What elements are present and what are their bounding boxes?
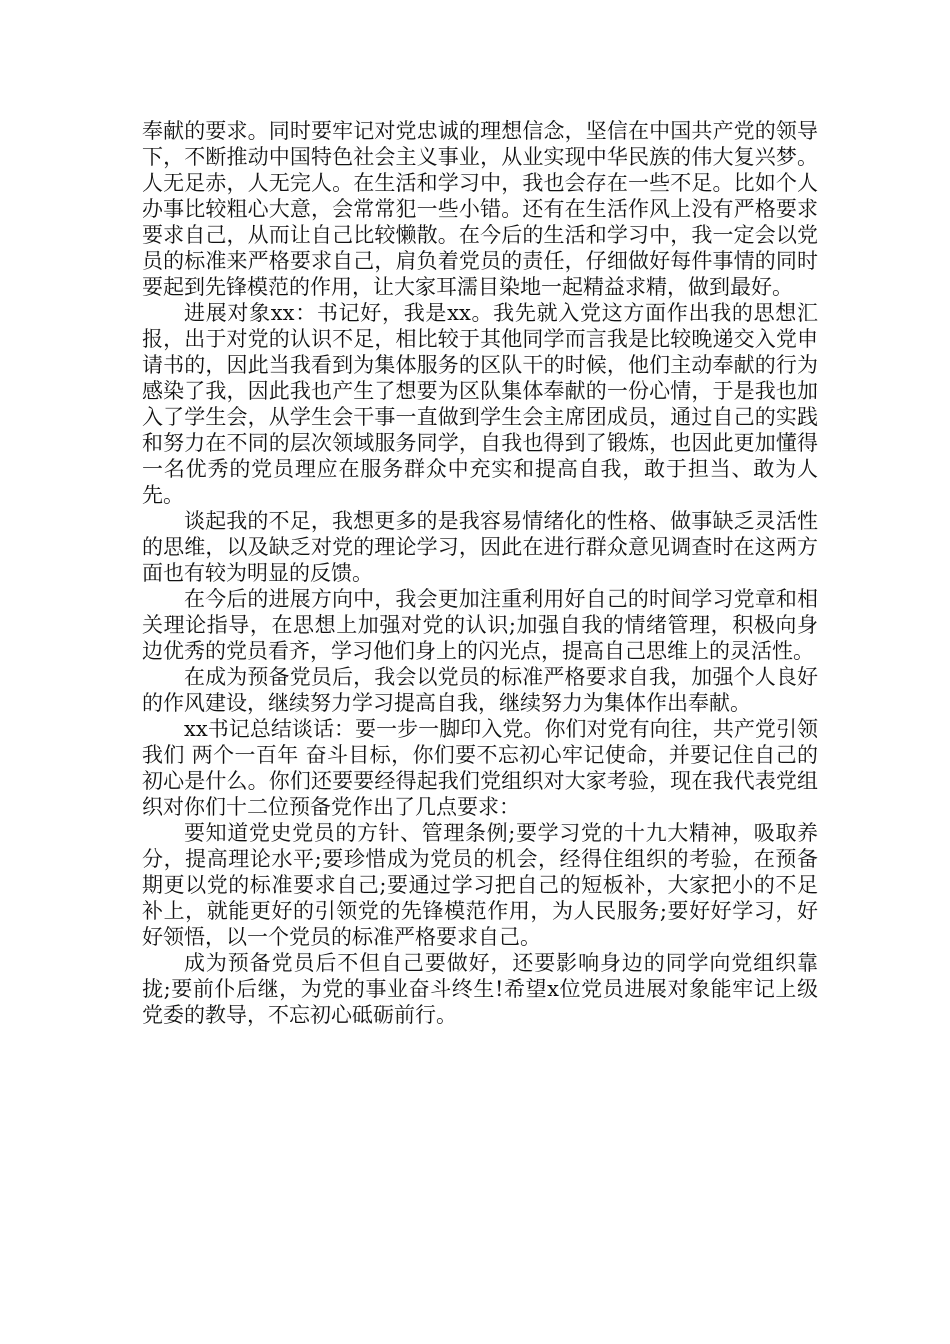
paragraph-4: 在今后的进展方向中，我会更加注重利用好自己的时间学习党章和相关理论指导，在思想上加强对党的认识;加强自我的情绪管理，积极向身边优秀的党员看齐，学习他们身上的闪光点，提高自己思维上的灵活性。 — [142, 587, 818, 663]
paragraph-1: 奉献的要求。同时要牢记对党忠诚的理想信念，坚信在中国共产党的领导下，不断推动中国特色社会主义事业，从业实现中华民族的伟大复兴梦。人无足赤，人无完人。在生活和学习中，我也会存在一些不足。比如个人办事比较粗心大意，会常常犯一些小错。还有在生活作风上没有严格要求要求自己，从而让自己比较懒散。在今后的生活和学习中，我一定会以党员的标准来严格要求自己，肩负着党员的责任，仔细做好每件事情的同时要起到先锋模范的作用，让大家耳濡目染地一起精益求精，做到最好。 — [142, 119, 818, 299]
document-body — [142, 118, 818, 1028]
paragraph-6: xx书记总结谈话：要一步一脚印入党。你们对党有向往，共产党引领我们 两个一百年 奋斗目标，你们要不忘初心牢记使命，并要记住自己的初心是什么。你们还要要经得起我们党组织对大家考验，现在我代表党组织对你们十二位预备党作出了几点要求： — [142, 717, 818, 819]
paragraph-7: 要知道党史党员的方针、管理条例;要学习党的十九大精神，吸取养分，提高理论水平;要珍惜成为党员的机会，经得住组织的考验，在预备期更以党的标准要求自己;要通过学习把自己的短板补，大家把小的不足补上，就能更好的引领党的先锋模范作用，为人民服务;要好好学习，好好领悟，以一个党员的标准严格要求自己。 — [142, 821, 818, 949]
paragraph-2: 进展对象xx：书记好，我是xx。我先就入党这方面作出我的思想汇报，出于对党的认识不足，相比较于其他同学而言我是比较晚递交入党申请书的，因此当我看到为集体服务的区队干的时候，他们主动奉献的行为感染了我，因此我也产生了想要为区队集体奉献的一份心情，于是我也加入了学生会，从学生会干事一直做到学生会主席团成员，通过自己的实践和努力在不同的层次领域服务同学，自我也得到了锻炼，也因此更加懂得一名优秀的党员理应在服务群众中充实和提高自我，敢于担当、敢为人先。 — [142, 301, 818, 507]
paragraph-5: 在成为预备党员后，我会以党员的标准严格要求自我，加强个人良好的作风建设，继续努力学习提高自我，继续努力为集体作出奉献。 — [142, 665, 818, 715]
paragraph-3: 谈起我的不足，我想更多的是我容易情绪化的性格、做事缺乏灵活性的思维，以及缺乏对党的理论学习，因此在进行群众意见调查时在这两方面也有较为明显的反馈。 — [142, 509, 818, 585]
paragraph-8: 成为预备党员后不但自己要做好，还要影响身边的同学向党组织靠拢;要前仆后继，为党的事业奋斗终生!希望x位党员进展对象能牢记上级党委的教导，不忘初心砥砺前行。 — [142, 951, 818, 1027]
